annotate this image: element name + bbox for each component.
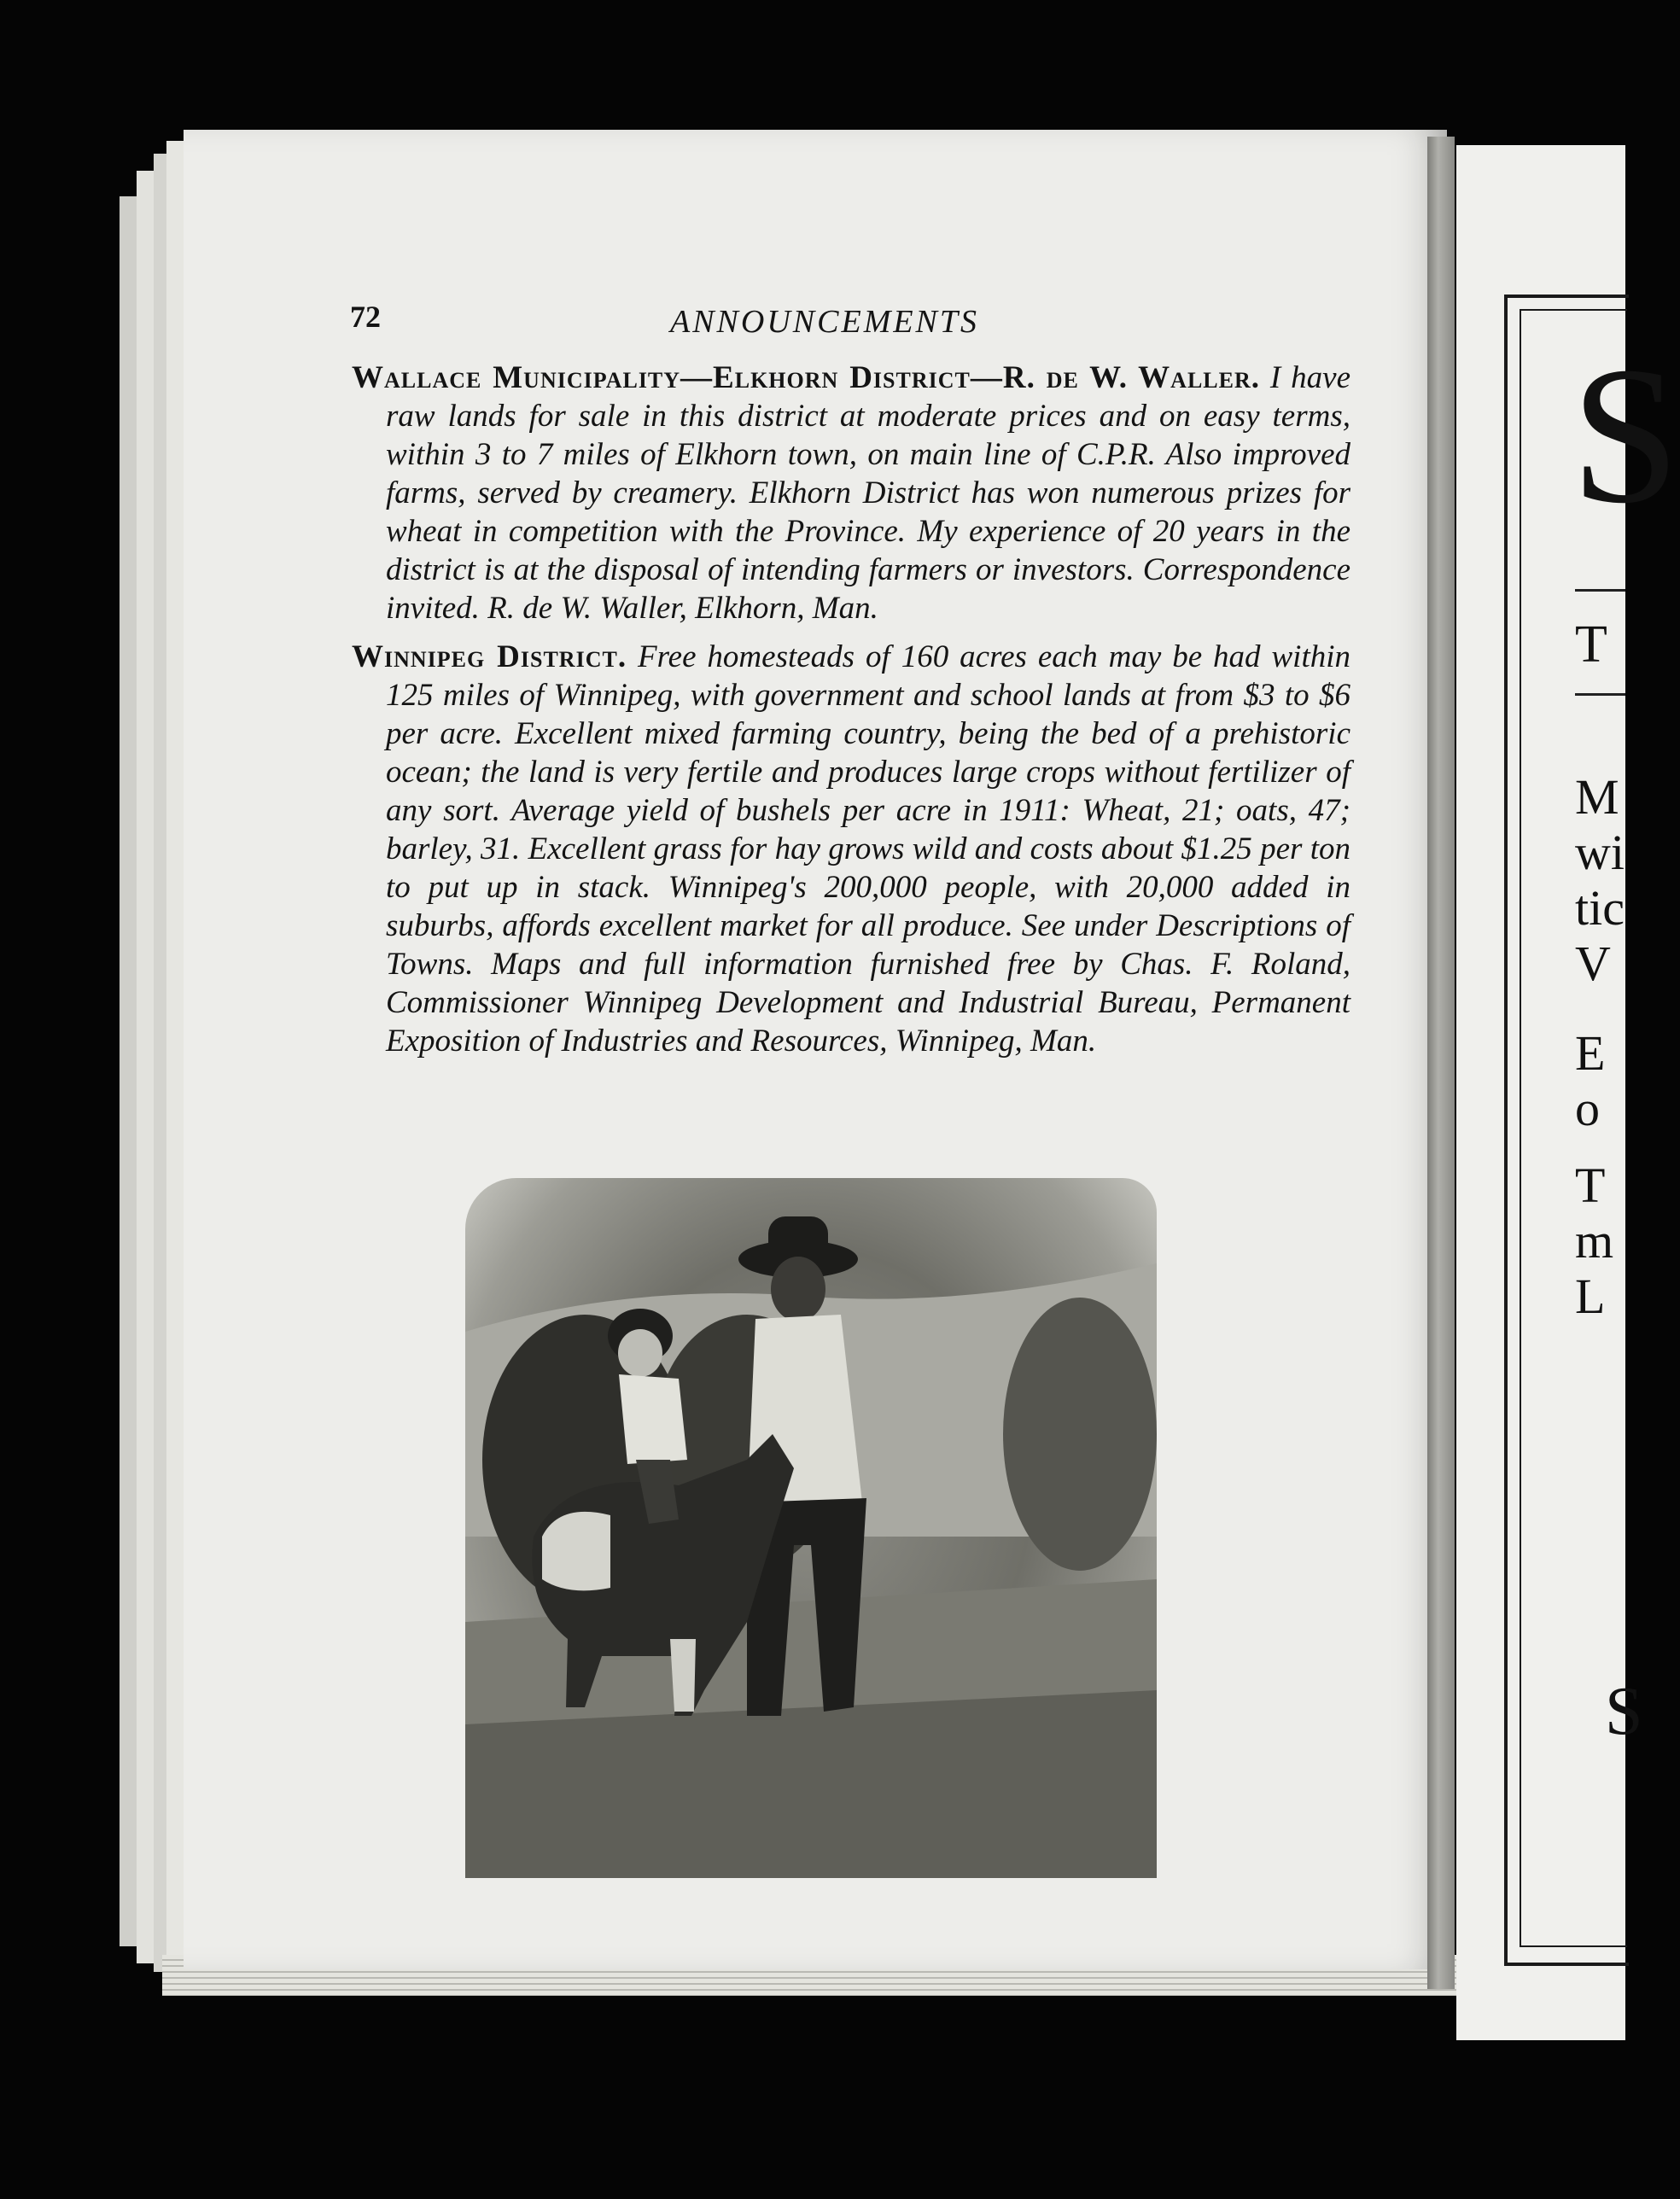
facing-page-large-letter: S <box>1571 326 1680 544</box>
announcement-entry <box>352 638 1350 1060</box>
announcement-entry <box>352 359 1350 627</box>
facing-page-heading-fragment: T <box>1575 615 1607 674</box>
facing-page-rule <box>1575 693 1625 696</box>
book-gutter <box>1427 137 1455 1989</box>
facing-page-text-fragment: tic <box>1575 880 1625 936</box>
facing-page-text-fragment: L <box>1575 1269 1606 1324</box>
facing-page-text-fragment: m <box>1575 1213 1614 1269</box>
photograph-man-child-pony <box>465 1178 1157 1878</box>
entry-text: I have raw lands for sale in this district at moderate prices and on easy terms, within 3 to 7 miles of Elkhorn town, on main line of C.P.R. Also improved farms, served by creamery. Elkhorn District has won numerous prizes for wheat in competition with the Province. My experience of 20 years in the district is at the disposal of intending farmers or investors. Correspondence invited. R. de W. Waller, Elkhorn, Man. <box>386 360 1350 626</box>
announcements-body <box>352 359 1350 1070</box>
facing-page-bottom-letter: S <box>1605 1674 1643 1749</box>
facing-page-text-fragment: T <box>1575 1158 1606 1213</box>
entry-text: Free homesteads of 160 acres each may be had within 125 miles of Winnipeg, with government and school lands at from $3 to $6 per acre. Excellent mixed farming country, being the bed of a prehistoric ocean; the land is very fertile and produces large crops without fertilizer of any sort. Average yield of bushels per acre in 1911: Wheat, 21; oats, 47; barley, 31. Excellent grass for hay grows wild and costs about $1.25 per ton to put up in stack. Winnipeg's 200,000 people, with 20,000 added in suburbs, affords excellent market for all produce. See under Descriptions of Towns. Maps and full information furnished free by Chas. F. Roland, Commissioner Winnipeg Development and Industrial Bureau, Permanent Exposition of Industries and Resources, Winnipeg, Man. <box>386 639 1351 1059</box>
facing-page-text-fragment: M <box>1575 769 1619 825</box>
facing-page-text-fragment: o <box>1575 1081 1600 1136</box>
entry-heading: Winnipeg District. <box>352 639 627 674</box>
running-head: ANNOUNCEMENTS <box>670 304 980 340</box>
facing-page-text-fragment: E <box>1575 1025 1606 1081</box>
page-number: 72 <box>350 300 381 334</box>
entry-heading: Wallace Municipality—Elkhorn District—R. de W. Waller. <box>352 360 1261 395</box>
facing-page-rule <box>1575 589 1625 592</box>
facing-page-text-fragment: V <box>1575 936 1611 991</box>
facing-page-text-fragment: wi <box>1575 825 1625 880</box>
